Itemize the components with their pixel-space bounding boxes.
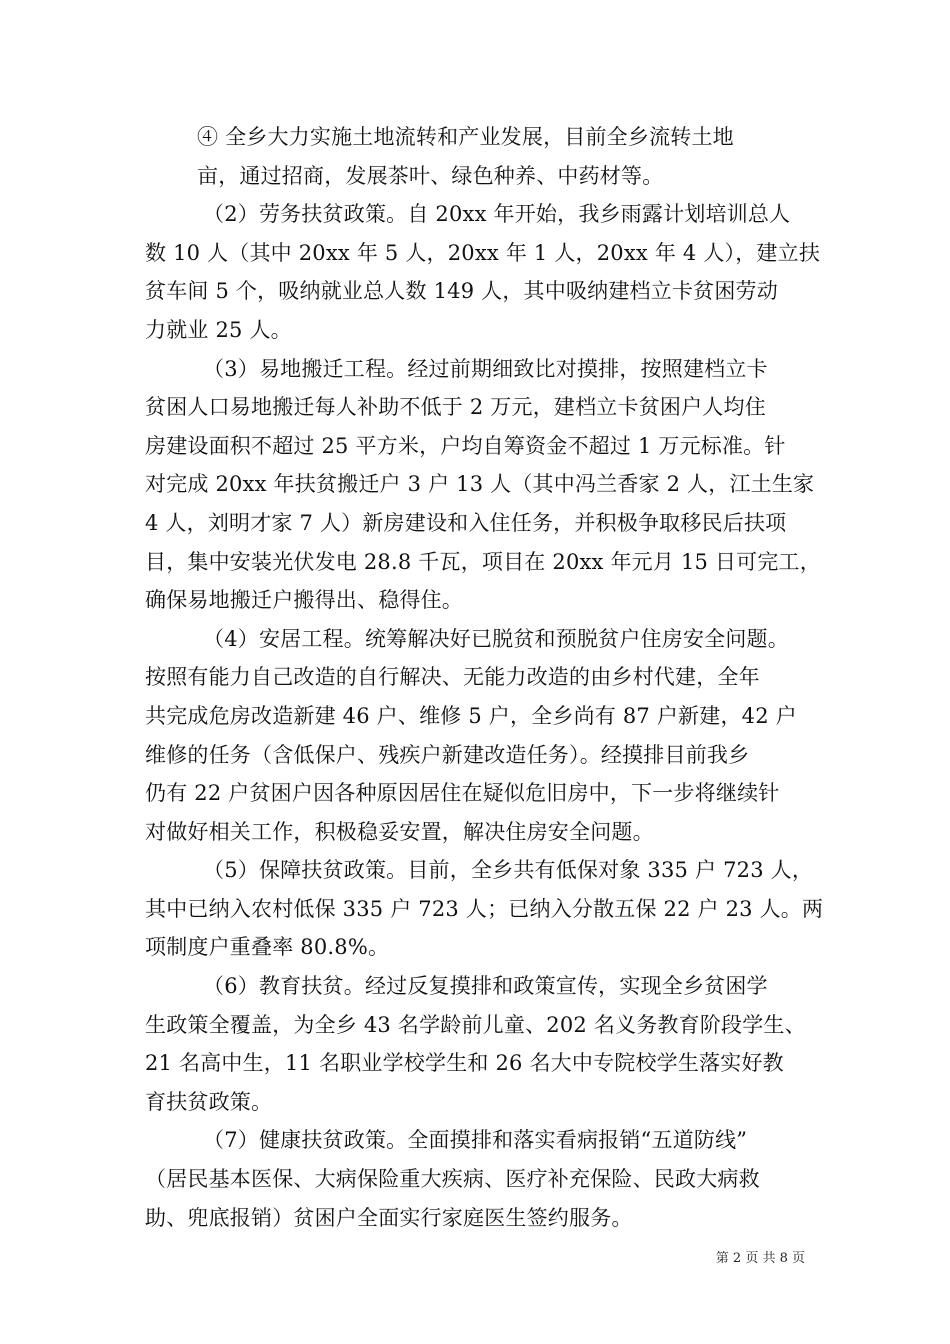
text-line: 其中已纳入农村低保 335 户 723 人；已纳入分散五保 22 户 23 人。两 — [145, 896, 824, 921]
page-number: 第 2 页 共 8 页 — [715, 1251, 805, 1266]
text-line: 项制度户重叠率 80.8%。 — [145, 935, 390, 960]
text-line: 维修的任务（含低保户、残疾户新建改造任务）。经摸排目前我乡 — [145, 742, 750, 767]
text-line: 共完成危房改造新建 46 户、维修 5 户，全乡尚有 87 户新建，42 户 — [145, 703, 797, 728]
document-body — [145, 118, 835, 1237]
text-line: 确保易地搬迁户搬得出、稳得住。 — [145, 588, 463, 613]
text-line: 育扶贫政策。 — [145, 1089, 273, 1114]
text-line: 仍有 22 户贫困户因各种原因居住在疑似危旧房中，下一步将继续针 — [145, 781, 780, 806]
text-line: 数 10 人（其中 20xx 年 5 人，20xx 年 1 人，20xx 年 4 人），建立扶 — [145, 240, 821, 265]
paragraph-education-poverty — [145, 967, 835, 1121]
text-line: ④ 全乡大力实施土地流转和产业发展，目前全乡流转土地 — [197, 125, 734, 149]
paragraph-health-poverty-policy — [145, 1121, 835, 1237]
text-line: 贫车间 5 个，吸纳就业总人数 149 人，其中吸纳建档立卡贫困劳动 — [145, 279, 778, 304]
paragraph-security-poverty-policy — [145, 851, 835, 967]
paragraph-labor-poverty-policy — [145, 195, 835, 349]
text-line: （6）教育扶贫。经过反复摸排和政策宣传，实现全乡贫困学 — [203, 974, 768, 999]
text-line: 21 名高中生，11 名职业学校学生和 26 名大中专院校学生落实好教 — [145, 1051, 784, 1076]
text-line: 助、兜底报销）贫困户全面实行家庭医生签约服务。 — [145, 1205, 633, 1230]
paragraph-relocation-project — [145, 350, 835, 620]
text-line: （4）安居工程。统筹解决好已脱贫和预脱贫户住房安全问题。 — [203, 626, 789, 651]
text-line: 贫困人口易地搬迁每人补助不低于 2 万元，建档立卡贫困户人均住 — [145, 395, 766, 420]
text-line: （2）劳务扶贫政策。自 20xx 年开始，我乡雨露计划培训总人 — [203, 202, 791, 227]
text-line: 亩，通过招商，发展茶叶、绿色种养、中药材等。 — [197, 163, 664, 188]
text-line: 生政策全覆盖，为全乡 43 名学龄前儿童、202 名义务教育阶段学生、 — [145, 1012, 806, 1037]
paragraph-land-transfer — [145, 118, 835, 195]
text-line: 对完成 20xx 年扶贫搬迁户 3 户 13 人（其中冯兰香家 2 人，江土生家 — [145, 472, 815, 497]
text-line: （5）保障扶贫政策。目前，全乡共有低保对象 335 户 723 人， — [203, 858, 814, 883]
text-line: 房建设面积不超过 25 平方米，户均自筹资金不超过 1 万元标准。针 — [145, 433, 786, 458]
text-line: 4 人，刘明才家 7 人）新房建设和入住任务，并积极争取移民后扶项 — [145, 510, 787, 535]
text-line: 对做好相关工作，积极稳妥安置，解决住房安全问题。 — [145, 819, 654, 844]
text-line: 力就业 25 人。 — [145, 317, 292, 342]
text-line: （3）易地搬迁工程。经过前期细致比对摸排，按照建档立卡 — [203, 356, 768, 381]
paragraph-housing-project — [145, 620, 835, 852]
text-line: （居民基本医保、大病保险重大疾病、医疗补充保险、民政大病救 — [145, 1167, 760, 1192]
text-line: 目，集中安装光伏发电 28.8 千瓦，项目在 20xx 年元月 15 日可完工， — [145, 549, 821, 574]
text-line: （7）健康扶贫政策。全面摸排和落实看病报销“五道防线” — [203, 1128, 748, 1153]
text-line: 按照有能力自己改造的自行解决、无能力改造的由乡村代建，全年 — [145, 665, 760, 690]
